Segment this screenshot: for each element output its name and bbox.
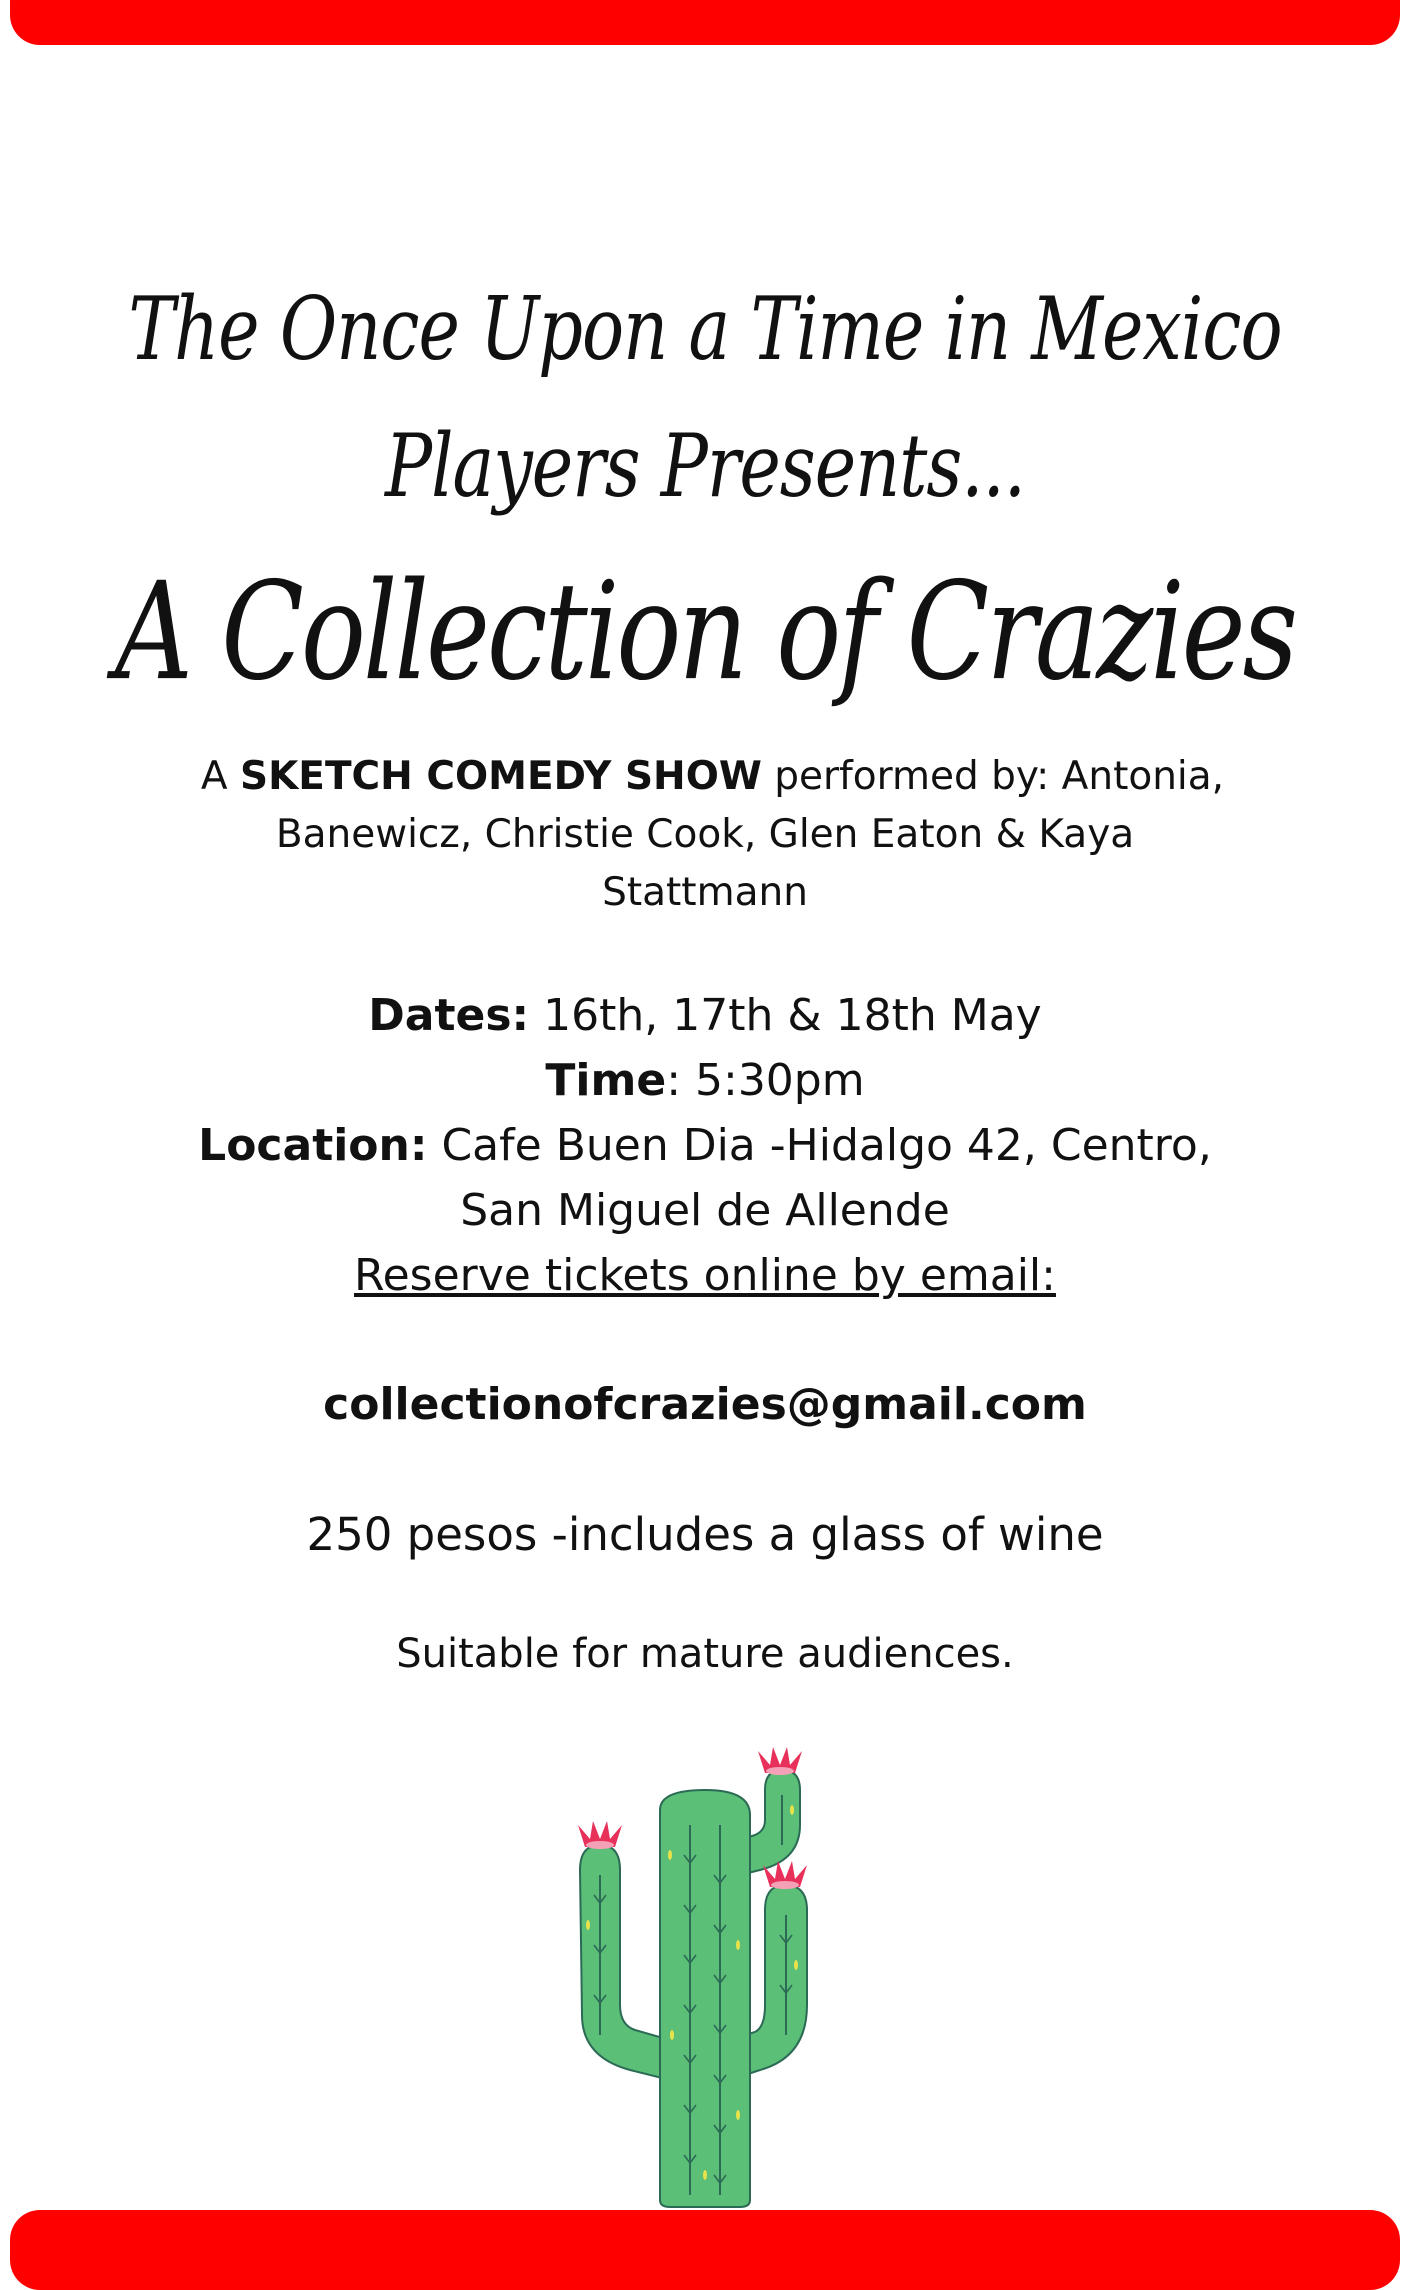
event-details	[0, 983, 1410, 1243]
reserve-tickets-text: Reserve tickets online by email:	[354, 1250, 1056, 1301]
time-row	[0, 1048, 1410, 1113]
performed-by: performed by: Antonia,	[761, 754, 1225, 799]
description-line-1	[0, 748, 1410, 806]
show-description	[0, 748, 1410, 922]
ticket-price: 250 pesos -includes a glass of wine	[306, 1508, 1104, 1561]
description-prefix: A	[200, 754, 240, 799]
dates-value: 16th, 17th & 18th May	[529, 990, 1042, 1041]
top-red-bar	[10, 0, 1400, 45]
cactus-icon	[560, 1735, 860, 2215]
location-line-2: San Miguel de Allende	[460, 1185, 950, 1236]
description-line-3: Stattmann	[602, 870, 808, 915]
location-value: Cafe Buen Dia -Hidalgo 42, Centro,	[427, 1120, 1212, 1171]
description-line-2: Banewicz, Christie Cook, Glen Eaton & Kaya	[275, 812, 1135, 857]
show-title: A Collection of Crazies	[114, 554, 1296, 711]
presenter-line-2: Players Presents...	[384, 414, 1026, 518]
dates-row	[0, 983, 1410, 1048]
time-label: Time	[545, 1055, 667, 1106]
reservation-email[interactable]: collectionofcrazies@gmail.com	[323, 1379, 1087, 1430]
dates-label: Dates:	[368, 990, 530, 1041]
presenter-line-1: The Once Upon a Time in Mexico	[128, 277, 1282, 381]
audience-notice: Suitable for mature audiences.	[396, 1631, 1014, 1677]
bottom-red-bar	[10, 2210, 1400, 2290]
location-row	[0, 1113, 1410, 1178]
location-label: Location:	[198, 1120, 428, 1171]
show-type: SKETCH COMEDY SHOW	[240, 754, 762, 799]
time-value: : 5:30pm	[666, 1055, 865, 1106]
